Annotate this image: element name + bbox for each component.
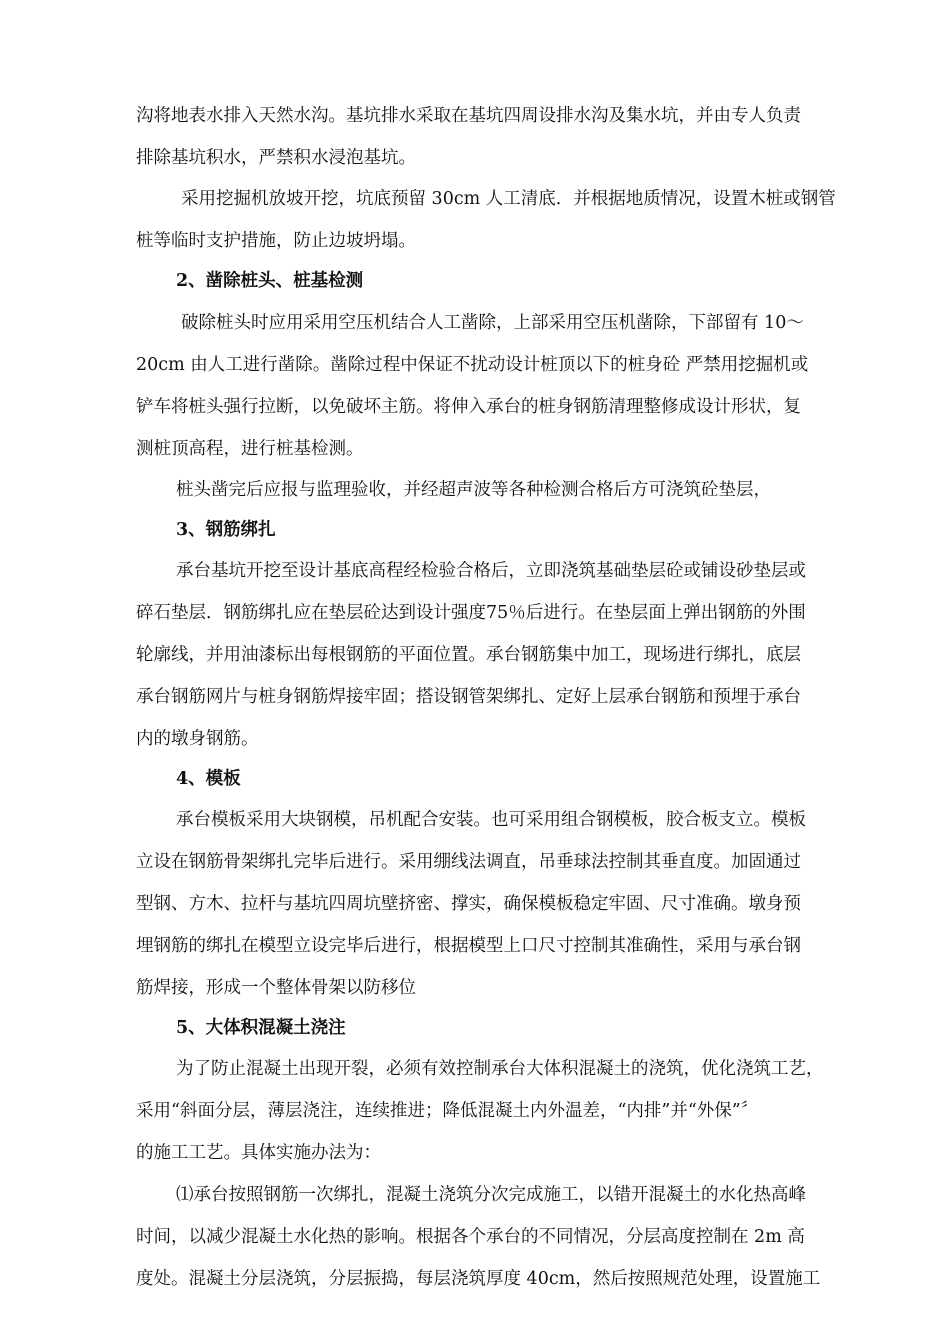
section-heading: 5、大体积混凝土浇注 bbox=[176, 1018, 346, 1038]
paragraph-line: 筋焊接，形成一个整体骨架以防移位 bbox=[136, 978, 416, 998]
paragraph-line: 桩等临时支护措施，防止边坡坍塌。 bbox=[136, 231, 416, 251]
section-heading: 2、凿除桩头、桩基检测 bbox=[176, 271, 364, 291]
paragraph-line: 20cm 由人工进行凿除。凿除过程中保证不扰动设计桩顶以下的桩身砼 严禁用挖掘机或 bbox=[136, 355, 809, 375]
paragraph-line: 排除基坑积水，严禁积水浸泡基坑。 bbox=[136, 148, 416, 168]
paragraph-line: 度处。混凝土分层浇筑，分层振捣，每层浇筑厚度 40cm，然后按照规范处理，设置施工 bbox=[136, 1269, 821, 1289]
paragraph-line: 测桩顶高程，进行桩基检测。 bbox=[136, 439, 364, 459]
paragraph-line: 破除桩头时应用采用空压机结合人工凿除，上部采用空压机凿除，下部留有 10～ bbox=[181, 313, 804, 333]
paragraph-line: 为了防止混凝土出现开裂，必须有效控制承台大体积混凝土的浇筑，优化浇筑工艺， bbox=[176, 1059, 824, 1079]
paragraph-line: 轮廓线，并用油漆标出每根钢筋的平面位置。承台钢筋集中加工，现场进行绑扎，底层 bbox=[136, 645, 801, 665]
paragraph-line: 时间，以减少混凝土水化热的影响。根据各个承台的不同情况，分层高度控制在 2m 高 bbox=[136, 1227, 805, 1247]
paragraph-line: 埋钢筋的绑扎在模型立设完毕后进行，根据模型上口尺寸控制其准确性，采用与承台钢 bbox=[136, 936, 801, 956]
section-heading: 4、模板 bbox=[176, 769, 241, 789]
paragraph-line: 承台模板采用大块钢模，吊机配合安装。也可采用组合钢模板，胶合板支立。模板 bbox=[176, 810, 806, 830]
paragraph-line: 采用挖掘机放坡开挖，坑底预留 30cm 人工清底．并根据地质情况，设置木桩或钢管 bbox=[181, 189, 836, 209]
paragraph-line: 沟将地表水排入天然水沟。基坑排水采取在基坑四周设排水沟及集水坑，并由专人负责 bbox=[136, 106, 801, 126]
paragraph-line: ⑴承台按照钢筋一次绑扎，混凝土浇筑分次完成施工，以错开混凝土的水化热高峰 bbox=[176, 1185, 806, 1205]
paragraph-line: 内的墩身钢筋。 bbox=[136, 729, 259, 749]
section-heading: 3、钢筋绑扎 bbox=[176, 520, 276, 540]
paragraph-line: 的施工工艺。具体实施办法为： bbox=[136, 1143, 381, 1163]
paragraph-line: 立设在钢筋骨架绑扎完毕后进行。采用绷线法调直，吊垂球法控制其垂直度。加固通过 bbox=[136, 852, 801, 872]
paragraph-line: 碎石垫层．钢筋绑扎应在垫层砼达到设计强度75％后进行。在垫层面上弹出钢筋的外围 bbox=[136, 603, 806, 623]
paragraph-line: 型钢、方木、拉杆与基坑四周坑壁挤密、撑实，确保模板稳定牢固、尺寸准确。墩身预 bbox=[136, 894, 801, 914]
paragraph-line: 承台钢筋网片与桩身钢筋焊接牢固；搭设钢管架绑扎、定好上层承台钢筋和预埋于承台 bbox=[136, 687, 801, 707]
paragraph-line: 桩头凿完后应报与监理验收，并经超声波等各种检测合格后方可浇筑砼垫层， bbox=[176, 480, 771, 500]
paragraph-line: 采用“斜面分层，薄层浇注，连续推进；降低混凝土内外温差，“内排”并“外保”〞 bbox=[136, 1101, 759, 1121]
paragraph-line: 承台基坑开挖至设计基底高程经检验合格后，立即浇筑基础垫层砼或铺设砂垫层或 bbox=[176, 561, 806, 581]
paragraph-line: 铲车将桩头强行拉断，以免破坏主筋。将伸入承台的桩身钢筋清理整修成设计形状，复 bbox=[136, 397, 801, 417]
